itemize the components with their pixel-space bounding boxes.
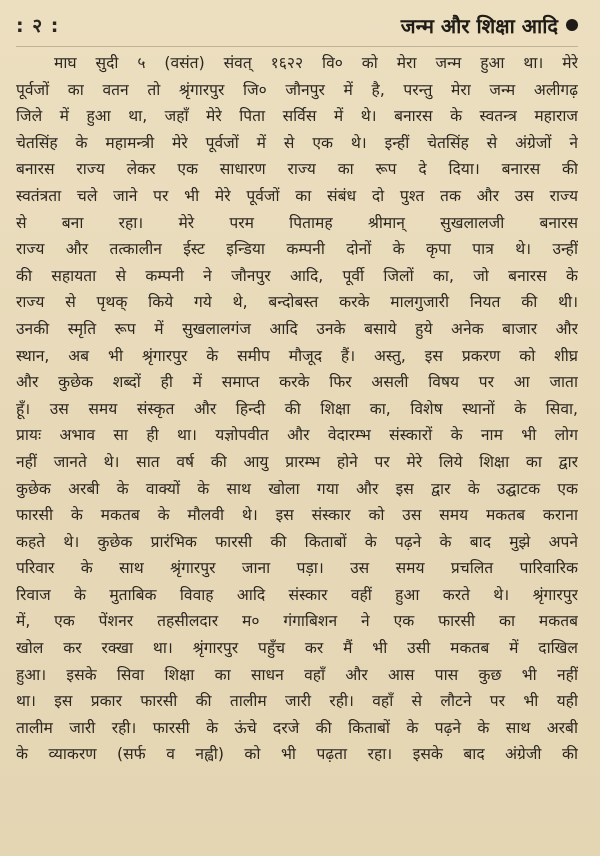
text-line: कहते थे। कुछेक प्रारंभिक फारसी की किताबों के पढ़ने के बाद मुझे अपने xyxy=(16,532,578,551)
running-title: जन्म और शिक्षा आदि xyxy=(400,13,558,38)
text-line: स्थान, अब भी श्रृंगारपुर के समीप मौजूद हैं। अस्तु, इस प्रकरण को शीघ्र xyxy=(16,346,578,365)
text-line: नहीं जानते थे। सात वर्ष की आयु प्रारम्भ होने पर मेरे लिये शिक्षा का द्वार xyxy=(16,452,578,471)
page-number: : २ : xyxy=(16,15,60,37)
text-line: माघ सुदी ५ (वसंत) संवत् १६२२ वि० को मेरा जन्म हुआ था। मेरे xyxy=(54,54,578,72)
text-line: था। इस प्रकार फारसी की तालीम जारी रही। वहाँ से लौटने पर भी यही xyxy=(16,692,578,711)
text-line: के व्याकरण (सर्फ व नह्वी) को भी पढ़ता रहा। इसके बाद अंग्रेजी की xyxy=(16,745,578,764)
text-line: खोल कर रक्खा था। श्रृंगारपुर पहुँच कर मैं भी उसी मकतब में दाखिल xyxy=(16,639,578,658)
text-line: रिवाज के मुताबिक विवाह आदि संस्कार वहीं हुआ करते थे। श्रृंगारपुर xyxy=(16,585,578,604)
text-line: पूर्वजों का वतन तो श्रृंगारपुर जि० जौनपुर में है, परन्तु मेरा जन्म अलीगढ़ xyxy=(16,80,578,99)
text-line: स्वतंत्रता चले जाने पर भी मेरे पूर्वजों का संबंध दो पुश्त तक और उस राज्य xyxy=(16,186,578,205)
text-line: चेतसिंह के महामन्त्री मेरे पूर्वजों में से एक थे। इन्हीं चेतसिंह से अंग्रेजों ने xyxy=(16,133,578,152)
body-text xyxy=(16,50,578,768)
text-line: परिवार के साथ श्रृंगारपुर जाना पड़ा। उस समय प्रचलित पारिवारिक xyxy=(16,559,578,578)
running-title-group xyxy=(401,12,578,39)
text-line: तालीम जारी रही। फारसी के ऊंचे दरजे की किताबों के पढ़ने के साथ अरबी xyxy=(16,718,578,737)
text-line: कुछेक अरबी के वाक्यों के साथ खोला गया और इस द्वार के उद्घाटक एक xyxy=(16,479,578,498)
text-line: फारसी के मकतब के मौलवी थे। इस संस्कार को उस समय मकतब कराना xyxy=(16,506,578,525)
text-line: राज्य से पृथक् किये गये थे, बन्दोबस्त करके मालगुजारी नियत की थी। xyxy=(16,293,578,312)
text-line: हूँ। उस समय संस्कृत और हिन्दी की शिक्षा का, विशेष स्थानों के सिवा, xyxy=(16,399,578,418)
page-header xyxy=(16,8,578,47)
text-line: प्रायः अभाव सा ही था। यज्ञोपवीत और वेदारम्भ संस्कारों के नाम भी लोग xyxy=(16,426,578,445)
text-line: और कुछेक शब्दों ही में समाप्त करके फिर असली विषय पर आ जाता xyxy=(16,373,578,392)
text-line: की सहायता से कम्पनी ने जौनपुर आदि, पूर्वी जिलों का, जो बनारस के xyxy=(16,266,578,285)
text-line: जिले में हुआ था, जहाँ मेरे पिता सर्विस में थे। बनारस के स्वतन्त्र महाराज xyxy=(16,107,578,126)
text-line: में, एक पेंशनर तहसीलदार म० गंगाबिशन ने एक फारसी का मकतब xyxy=(16,612,578,631)
text-line: उनकी स्मृति रूप में सुखलालगंज आदि उनके बसाये हुये अनेक बाजार और xyxy=(16,319,578,338)
text-line: बनारस राज्य लेकर एक साधारण राज्य का रूप दे दिया। बनारस की xyxy=(16,160,578,179)
text-line: से बना रहा। मेरे परम पितामह श्रीमान् सुखलालजी बनारस xyxy=(16,213,578,232)
text-line: हुआ। इसके सिवा शिक्षा का साधन वहाँ और आस पास कुछ भी नहीं xyxy=(16,665,578,684)
text-line: राज्य और तत्कालीन ईस्ट इन्डिया कम्पनी दोनों के कृपा पात्र थे। उन्हीं xyxy=(16,240,578,259)
filled-circle-icon xyxy=(566,19,578,31)
